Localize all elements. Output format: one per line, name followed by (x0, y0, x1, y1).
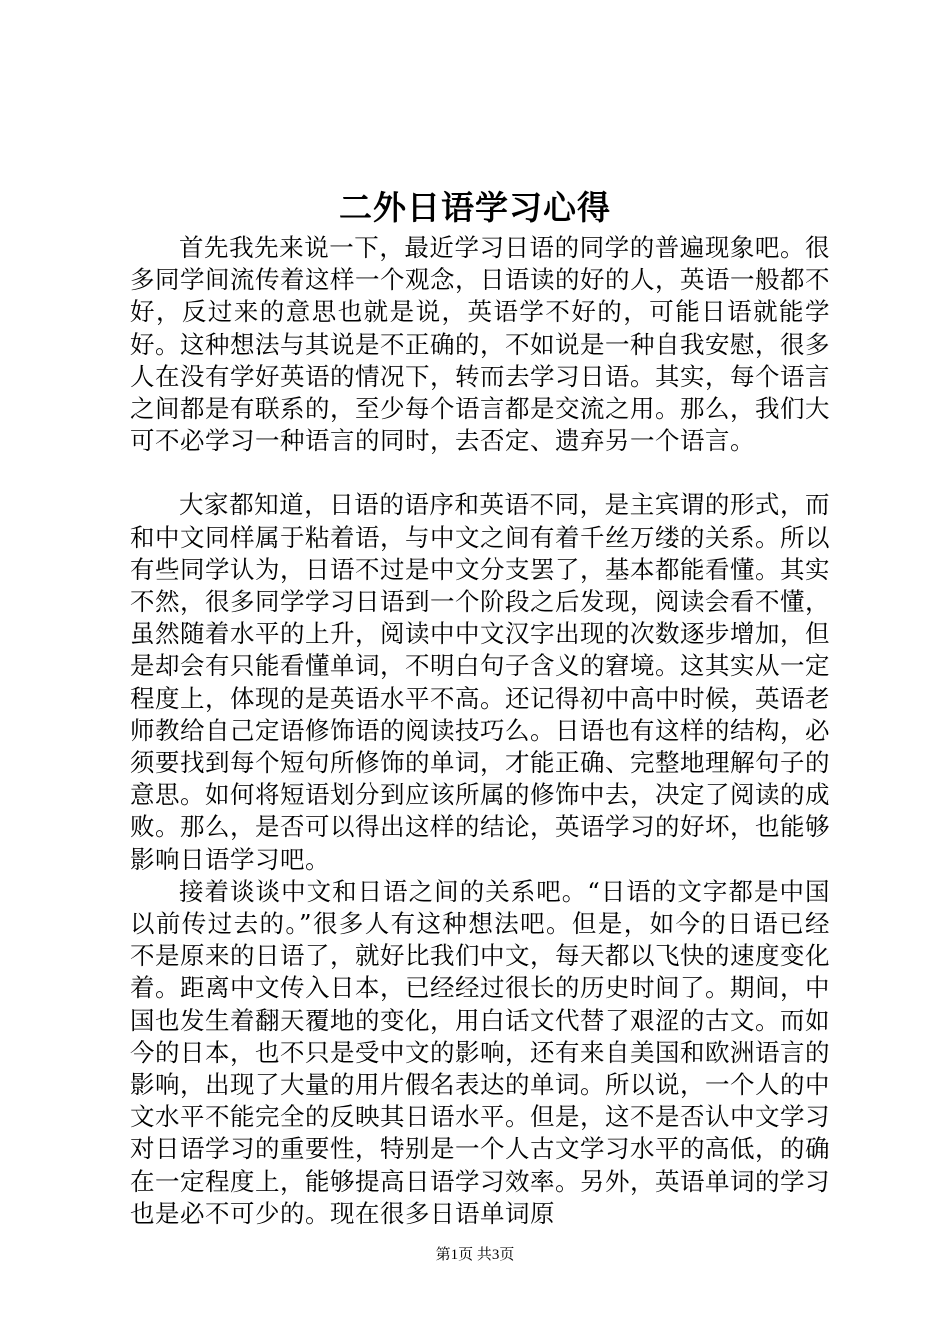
document-body (130, 232, 830, 1230)
document-title: 二外日语学习心得 (339, 188, 611, 227)
paragraph-3: 接着谈谈中文和日语之间的关系吧。“日语的文字都是中国以前传过去的。”很多人有这种想法吧。但是，如今的日语已经不是原来的日语了，就好比我们中文，每天都以飞快的速度变化着。距离中文传入日本，已经经过很长的历史时间了。期间，中国也发生着翻天覆地的变化，用白话文代替了艰涩的古文。而如今的日本，也不只是受中文的影响，还有来自美国和欧洲语言的影响，出现了大量的用片假名表达的单词。所以说，一个人的中文水平不能完全的反映其日语水平。但是，这不是否认中文学习对日语学习的重要性，特别是一个人古文学习水平的高低，的确在一定程度上，能够提高日语学习效率。另外，英语单词的学习也是必不可少的。现在很多日语单词原 (130, 876, 830, 1228)
paragraph-spacer (130, 457, 830, 489)
page-number: 第1页 共3页 (435, 1247, 515, 1263)
paragraph-2: 大家都知道，日语的语序和英语不同，是主宾谓的形式，而和中文同样属于粘着语，与中文之间有着千丝万缕的关系。所以有些同学认为，日语不过是中文分支罢了，基本都能看懂。其实不然，很多同学学习日语到一个阶段之后发现，阅读会看不懂，虽然随着水平的上升，阅读中中文汉字出现的次数逐步增加，但是却会有只能看懂单词，不明白句子含义的窘境。这其实从一定程度上，体现的是英语水平不高。还记得初中高中时候，英语老师教给自己定语修饰语的阅读技巧么。日语也有这样的结构，必须要找到每个短句所修饰的单词，才能正确、完整地理解句子的意思。如何将短语划分到应该所属的修饰中去，决定了阅读的成败。那么，是否可以得出这样的结论，英语学习的好坏，也能够影响日语学习吧。 (130, 490, 830, 874)
paragraph-1: 首先我先来说一下，最近学习日语的同学的普遍现象吧。很多同学间流传着这样一个观念，日语读的好的人，英语一般都不好，反过来的意思也就是说，英语学不好的，可能日语就能学好。这种想法与其说是不正确的，不如说是一种自我安慰，很多人在没有学好英语的情况下，转而去学习日语。其实，每个语言之间都是有联系的，至少每个语言都是交流之用。那么，我们大可不必学习一种语言的同时，去否定、遗弃另一个语言。 (130, 233, 830, 456)
page-footer (0, 1244, 950, 1265)
